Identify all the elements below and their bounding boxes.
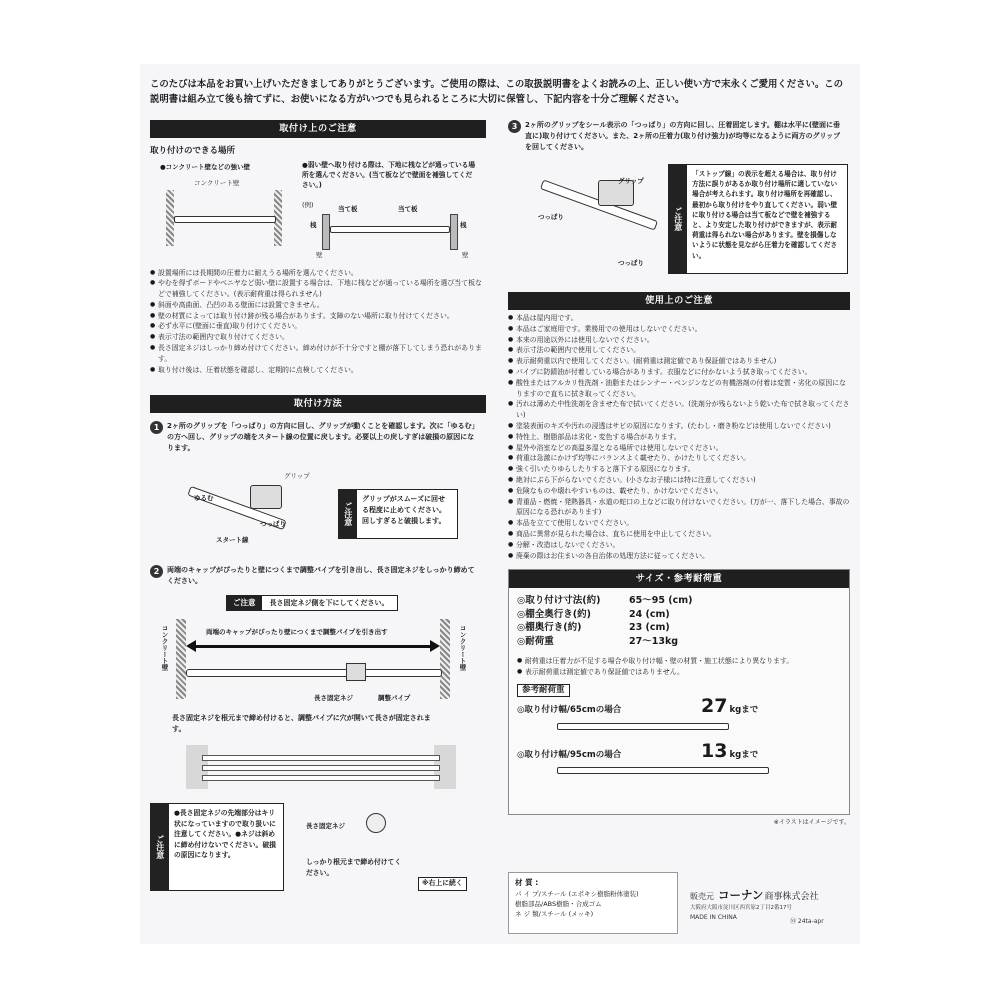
materials-box xyxy=(508,872,678,934)
concrete-right-label: コンクリート壁 xyxy=(458,625,467,671)
list-item: ● 廃棄の際はお住まいの各自治体の処理方法に従ってください。 xyxy=(508,551,850,562)
install-notes-header: 取付け上のご注意 xyxy=(150,120,486,138)
list-item: ● やむを得ずボードやベニヤなど弱い壁に設置する場合は、下地に桟などが通っている場所を選び当て板などで補強してください。(表示耐荷重は得られません) xyxy=(150,278,486,300)
concrete-wall-left xyxy=(176,619,186,699)
strong-wall-label: ●コンクリート壁などの強い壁 xyxy=(160,162,251,171)
spec-table xyxy=(509,588,849,650)
caution-tag: ご注意 xyxy=(151,804,169,890)
spec-value: 23 (cm) xyxy=(629,622,670,634)
list-item: ● 本品は屋内用です。 xyxy=(508,313,850,324)
ref65-unit: kgまで xyxy=(729,705,759,716)
shelf-illustration xyxy=(186,745,456,793)
material-line: ネ ジ 類/スチール (メッキ) xyxy=(515,909,594,918)
tighten-note: 長さ固定ネジを根元まで締め付けると、調整パイプに穴が開いて長さが固定されます。 xyxy=(172,714,431,734)
list-item: ● 本品を立てて使用しないでください。 xyxy=(508,518,850,529)
step1-number: 1 xyxy=(150,421,163,434)
step1-grip xyxy=(250,485,282,509)
list-item: ● 酸性またはアルカリ性洗剤・油脂またはシンナー・ベンジンなどの有機溶剤の付着は変質・劣化の原因になりますので直ちに拭き取ってください。 xyxy=(508,378,850,400)
stud-label-1: 桟 xyxy=(310,220,317,229)
caution-text: 長さ固定ネジ側を下にしてください。 xyxy=(269,599,389,608)
specs-header: サイズ・参考耐荷重 xyxy=(509,570,849,588)
material-line: パ イ プ/スチール (エポキシ樹脂粉体塗装) xyxy=(515,889,639,898)
rod-weak xyxy=(330,226,450,233)
list-item: ● 表示寸法の範囲内で使用してください。 xyxy=(508,345,850,356)
intro-text: このたびは本品をお買い上げいただきましてありがとうございます。ご使用の際は、この取扱説明書をよくお読みの上、正しい使い方で末永くご愛用ください。この説明書は組み立て後も捨てずに、お使いになる方がいつでも見られるところに大切に保管し、下記内容を十分ご理解ください。 xyxy=(150,79,844,105)
ref95-rod xyxy=(557,767,769,774)
pad-label-2: 当て板 xyxy=(398,204,418,213)
right-column xyxy=(508,120,850,925)
spec-value: 27〜13kg xyxy=(629,635,679,647)
list-item: ● 青重品・燃焼・発熱器具・水道の蛇口の上などに取り付けないでください。(万が一、落下した場合、事故の原因になる恐れがあります) xyxy=(508,497,850,519)
concrete-wall-label: コンクリート壁 xyxy=(194,178,240,187)
weak-wall-left xyxy=(322,214,330,250)
list-item: ● 荷重は急激にかけず均等にバランスよく載せたり、かけたりしてください。 xyxy=(508,453,850,464)
pull-arrow xyxy=(190,645,434,648)
concrete-wall-left xyxy=(166,190,174,246)
list-item: ● 屋外や浴室などの高温多湿となる場所では使用しないでください。 xyxy=(508,443,850,454)
step2-number: 2 xyxy=(150,565,163,578)
pull-arrow-left-head xyxy=(186,640,196,652)
spec-row xyxy=(517,635,841,649)
spec-key: ◎棚全奥行き(約) xyxy=(517,608,591,620)
company-address: 大阪府大阪市淀川区西宮原2丁目2番17号 xyxy=(690,904,792,911)
spec-value: 24 (cm) xyxy=(629,608,670,620)
list-item: ● 表示耐荷重以内で使用してください。(耐荷重は測定値であり保証値ではありません) xyxy=(508,356,850,367)
step2 xyxy=(150,565,486,891)
step1 xyxy=(150,421,486,559)
ref95-value: 13 xyxy=(701,739,728,762)
ref65-row xyxy=(517,695,841,718)
tighten-label: つっぱり xyxy=(260,520,286,529)
list-item: ● 長さ固定ネジはしっかり締め付けてください。締め付けが不十分ですと棚が落下してしまう恐れがあります。 xyxy=(150,343,486,365)
ref65-label: ◎取り付け幅/65cmの場合 xyxy=(517,705,622,716)
spec-row xyxy=(517,621,841,635)
list-item: ● 取り付け後は、圧着状態を確認し、定期的に点検してください。 xyxy=(150,365,486,376)
list-item: ● パイプに防錆油が付着している場合があります。衣服などに付かないよう拭き取ってください。 xyxy=(508,367,850,378)
left-column xyxy=(150,120,486,891)
example-label: (例) xyxy=(302,200,314,209)
list-item: ● 塗装表面のキズや汚れの浸透はサビの原因になります。(たわし・磨き粉などは使用しないでください) xyxy=(508,421,850,432)
illustration-note: ※イラストはイメージです。 xyxy=(773,819,850,827)
concrete-left-label: コンクリート壁 xyxy=(160,625,169,671)
weak-wall-note: ●弱い壁へ取り付ける際は、下地に桟などが通っている場所を選んでください。(当て板などで壁面を補強してください。) xyxy=(302,160,476,189)
product-code: Ⓜ 24ta-apr xyxy=(790,918,824,925)
list-item: ● 強く引いたりゆらしたりすると落下する原因になります。 xyxy=(508,464,850,475)
step2-joint xyxy=(346,663,366,681)
wall-label-2: 壁 xyxy=(462,250,469,259)
install-notes-list xyxy=(150,268,486,376)
grip-label: グリップ xyxy=(618,177,644,185)
usage-notes-list xyxy=(508,313,850,561)
spec-key: ◎棚奥行き(約) xyxy=(517,622,582,634)
ref95-label: ◎取り付け幅/95cmの場合 xyxy=(517,749,622,760)
list-item: ● 危険なものや壊れやすいものは、載せたり、かけないでください。 xyxy=(508,486,850,497)
specs-box xyxy=(508,569,850,815)
step2-rod xyxy=(186,669,442,677)
list-item: ● 必ず水平に(壁面に垂直)取り付けてください。 xyxy=(150,321,486,332)
list-item: ● 設置場所には長期間の圧着力に耐えうる場所を選んでください。 xyxy=(150,268,486,279)
caution-box-2 xyxy=(226,595,398,611)
ref95-unit: kgまで xyxy=(729,749,759,760)
ref65-value: 27 xyxy=(701,695,728,718)
spec-row xyxy=(517,608,841,622)
install-method-header: 取付け方法 xyxy=(150,395,486,413)
spec-value: 65〜95 (cm) xyxy=(629,595,693,607)
place-title: 取り付けのできる場所 xyxy=(150,146,236,156)
ref95-row xyxy=(517,739,841,762)
step3-text: 2ヶ所のグリップをシール表示の「つっぱり」の方向に回し、圧着固定します。棚は水平に(壁面に垂直に)取り付けてください。また、2ヶ所の圧着力(取り付け強力)が均等になるように両方のグリップを回してください。 xyxy=(525,121,841,151)
spec-key: ◎耐荷重 xyxy=(517,635,554,647)
company-info xyxy=(690,890,850,923)
wall-diagrams xyxy=(150,158,486,268)
seller-label: 販売元 xyxy=(690,892,714,901)
pad-label-1: 当て板 xyxy=(338,204,358,213)
loosen-label: ゆるむ xyxy=(194,494,214,503)
screw-label-2: 長さ固定ネジ xyxy=(306,822,345,831)
list-item: ● 商品に異常が見られた場合は、直ちに使用を中止してください。 xyxy=(508,529,850,540)
list-item: ● 分解・改造はしないでください。 xyxy=(508,540,850,551)
company-suffix: 商事株式会社 xyxy=(764,892,819,902)
spec-key: ◎取り付け寸法(約) xyxy=(517,595,601,607)
specs-notes xyxy=(509,656,849,678)
start-line-label: スタート線 xyxy=(216,536,249,545)
caution-tag: ご注意 xyxy=(339,490,357,538)
list-item: ● 本来の用途以外には使用しないでください。 xyxy=(508,335,850,346)
caution-box-4 xyxy=(668,164,848,274)
list-item: ● 壁の材質によっては取り付け跡が残る場合があります。支障のない場所に取り付けてください。 xyxy=(150,311,486,322)
caution-box-3 xyxy=(150,803,284,891)
manual-sheet xyxy=(140,64,860,944)
caution-tag: ご注意 xyxy=(227,596,262,610)
list-item: ● 本品はご家庭用です。業務用での使用はしないでください。 xyxy=(508,324,850,335)
concrete-wall-right xyxy=(440,619,450,699)
list-item: ● 表示耐荷重は測定値であり保証値ではありません。 xyxy=(517,667,841,678)
wall-label-1: 壁 xyxy=(316,250,323,259)
list-item: ● 表示寸法の範囲内で取り付けてください。 xyxy=(150,332,486,343)
made-in: MADE IN CHINA xyxy=(690,913,737,921)
caution-text: グリップがスムーズに回せる程度に止めてください。回しすぎると破損します。 xyxy=(362,495,446,526)
list-item: ● 絶対にぶら下がらないでください。(小さなお子様には特に注意してください) xyxy=(508,475,850,486)
step1-text: 2ヶ所のグリップを「つっぱり」の方向に回し、グリップが動くことを確認します。次に「ゆるむ」の方へ回し、グリップの端をスタート線の位置に戻します。必要以上の戻しすぎは破損の原因になります。 xyxy=(167,422,476,453)
usage-notes-header: 使用上のご注意 xyxy=(508,292,850,310)
rod-strong xyxy=(174,216,276,223)
spec-row xyxy=(517,594,841,608)
ref65-rod xyxy=(557,723,729,730)
tighten-label-2: つっぱり xyxy=(618,259,644,267)
stud-label-2: 桟 xyxy=(460,220,467,229)
list-item: ● 汚れは薄めた中性洗剤を含ませた布で拭いてください。(洗剤分が残らないよう乾いた布で拭き取ってください) xyxy=(508,399,850,421)
step3 xyxy=(508,120,850,280)
caution-text: ●長さ固定ネジの先端部分はキリ状になっていますので取り扱いに注意してください。●ネジは斜めに締め付けないでください。破損の原因になります。 xyxy=(174,809,276,860)
grip-label: グリップ xyxy=(284,472,310,481)
continue-label: ※右上に続く xyxy=(418,877,467,891)
pull-label: 両端のキャップがぴったり壁につくまで調整パイプを引き出す xyxy=(206,628,388,637)
list-item: ● 斜面や高曲面、凸凹のある壁面には設置できません。 xyxy=(150,300,486,311)
caution-box-1 xyxy=(338,489,458,539)
company-logo: コーナン xyxy=(718,888,764,902)
firm-note: しっかり根元まで締め付けてください。 xyxy=(306,858,402,877)
material-line: 樹脂部品/ABS樹脂・合成ゴム xyxy=(515,899,602,908)
list-item: ● 特性上、樹脂部品は劣化・変色する場合があります。 xyxy=(508,432,850,443)
caution-text: 「ストップ線」の表示を超える場合は、取り付け方法に誤りがあるか取り付け場所に適していない場合が考えられます。取り付け場所を再確認し、最初から取り付けをやり直してください。弱い壁に取り付ける場合は当て板などで壁を補強すると、より安定した取り付けができますが、表示耐荷重は得られない場合があります。壁を損傷しないように状態を見ながら圧着力を確認してください。 xyxy=(692,170,838,260)
materials-title: 材 質 : xyxy=(515,878,539,887)
screw-icon xyxy=(366,813,386,833)
step3-number: 3 xyxy=(508,120,521,133)
caution-tag: ご注意 xyxy=(669,165,687,273)
list-item: ● 耐荷重は圧着力が不足する場合や取り付け幅・壁の材質・施工状態により異なります。 xyxy=(517,656,841,667)
tighten-label-1: つっぱり xyxy=(538,213,564,221)
step2-text: 両端のキャップがぴったりと壁につくまで調整パイプを引き出し、長さ固定ネジをしっかり締めてください。 xyxy=(167,566,475,586)
screw-label: 長さ固定ネジ xyxy=(314,694,353,703)
adj-pipe-label: 調整パイプ xyxy=(378,694,411,703)
ref-header: 参考耐荷重 xyxy=(517,684,570,698)
weak-wall-right xyxy=(450,214,458,250)
pull-arrow-right-head xyxy=(430,640,440,652)
